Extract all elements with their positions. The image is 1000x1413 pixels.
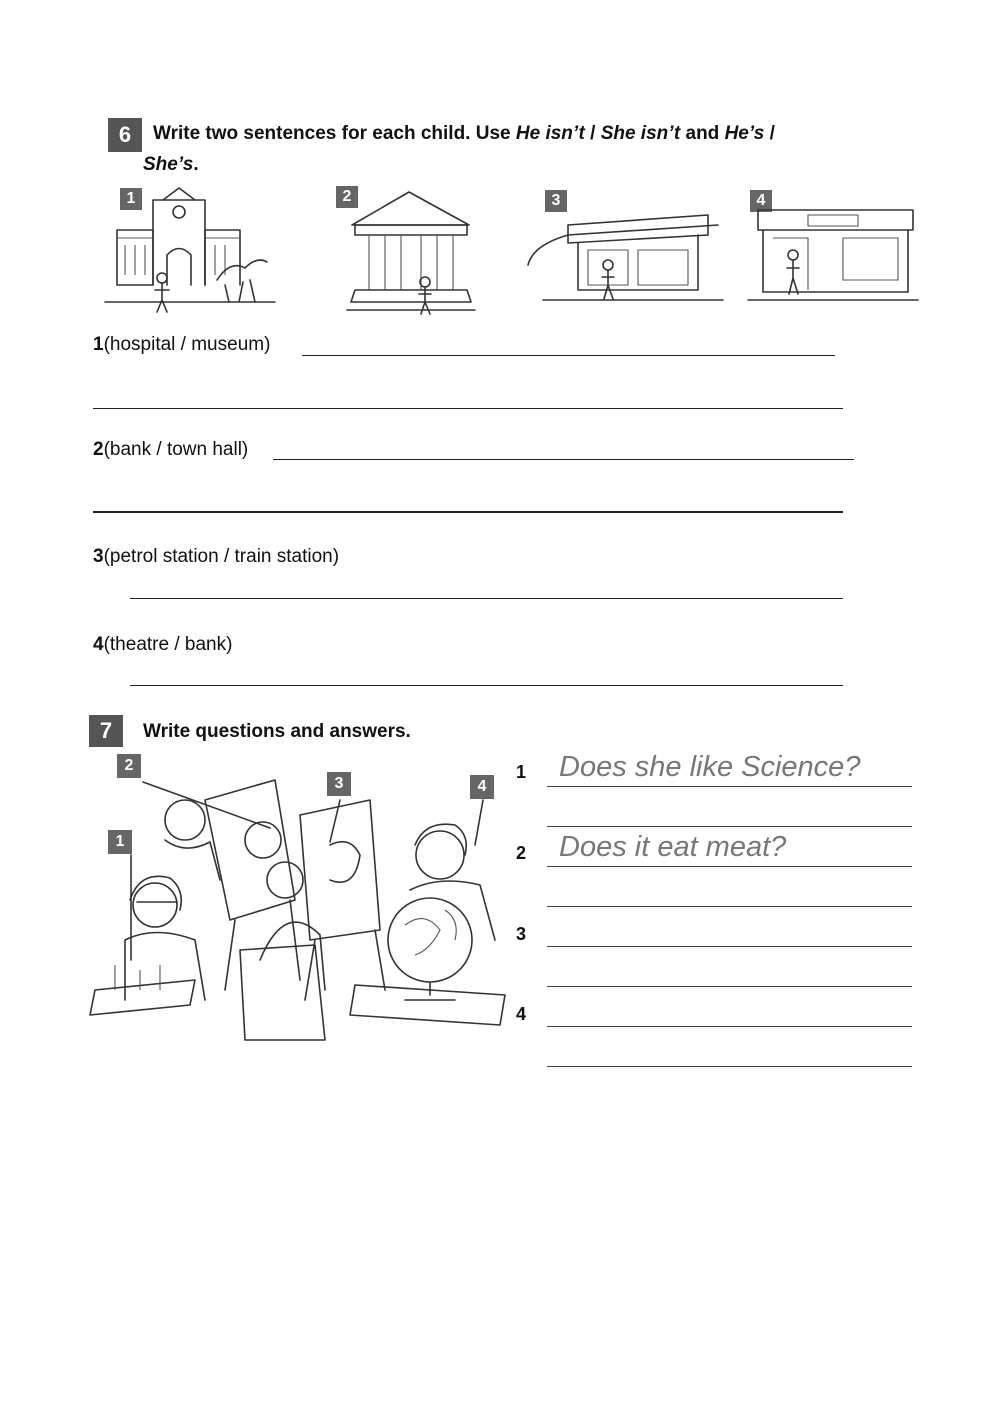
exercise-6-item-1: 1(hospital / museum): [93, 334, 271, 355]
picture-label-7-1: 1: [108, 830, 132, 854]
picture-label-2: 2: [336, 186, 358, 208]
answer-line-7-1b[interactable]: [547, 826, 912, 827]
exercise-6-item-4: 4(theatre / bank): [93, 634, 233, 655]
picture-label-7-2: 2: [117, 754, 141, 778]
answer-line-6-3[interactable]: [130, 598, 843, 599]
answer-line-6-4[interactable]: [130, 685, 843, 686]
bank-building-icon: [347, 190, 477, 320]
answer-line-6-1b[interactable]: [93, 408, 843, 409]
answer-line-7-2b[interactable]: [547, 906, 912, 907]
exercise-6-item-2: 2(bank / town hall): [93, 439, 249, 460]
train-station-icon: [528, 205, 728, 315]
picture-label-4: 4: [750, 190, 772, 212]
question-number-1: 1: [516, 762, 527, 782]
exercise-6-instruction: Write two sentences for each child. Use He isn’t / She isn’t and He’s /: [153, 123, 775, 144]
shop-building-icon: [748, 200, 920, 310]
picture-label-3: 3: [545, 190, 567, 212]
answer-line-7-3b[interactable]: [547, 986, 912, 987]
answer-line-6-2b[interactable]: [93, 511, 843, 513]
exercise-7-instruction: Write questions and answers.: [143, 721, 411, 742]
answer-line-6-1a[interactable]: [302, 355, 835, 356]
exercise-6-instruction-line2: She’s.: [143, 154, 199, 175]
answer-line-7-1a[interactable]: [547, 786, 912, 787]
answer-line-7-3a[interactable]: [547, 946, 912, 947]
classroom-scene-illustration: [85, 760, 505, 1050]
exercise-6-number: 6: [108, 118, 142, 152]
answer-line-7-4b[interactable]: [547, 1066, 912, 1067]
answer-line-7-4a[interactable]: [547, 1026, 912, 1027]
question-answer-2[interactable]: Does it eat meat?: [559, 831, 787, 863]
question-number-2: 2: [516, 843, 527, 863]
exercise-6-item-3: 3(petrol station / train station): [93, 546, 340, 567]
hospital-museum-building-icon: [105, 190, 280, 320]
picture-label-7-3: 3: [327, 772, 351, 796]
picture-label-7-4: 4: [470, 775, 494, 799]
answer-line-6-2a[interactable]: [273, 459, 854, 460]
question-answer-1[interactable]: Does she like Science?: [559, 751, 861, 783]
question-number-3: 3: [516, 924, 527, 944]
picture-label-1: 1: [120, 188, 142, 210]
question-number-4: 4: [516, 1004, 527, 1024]
exercise-7-number: 7: [89, 715, 123, 747]
answer-line-7-2a[interactable]: [547, 866, 912, 867]
